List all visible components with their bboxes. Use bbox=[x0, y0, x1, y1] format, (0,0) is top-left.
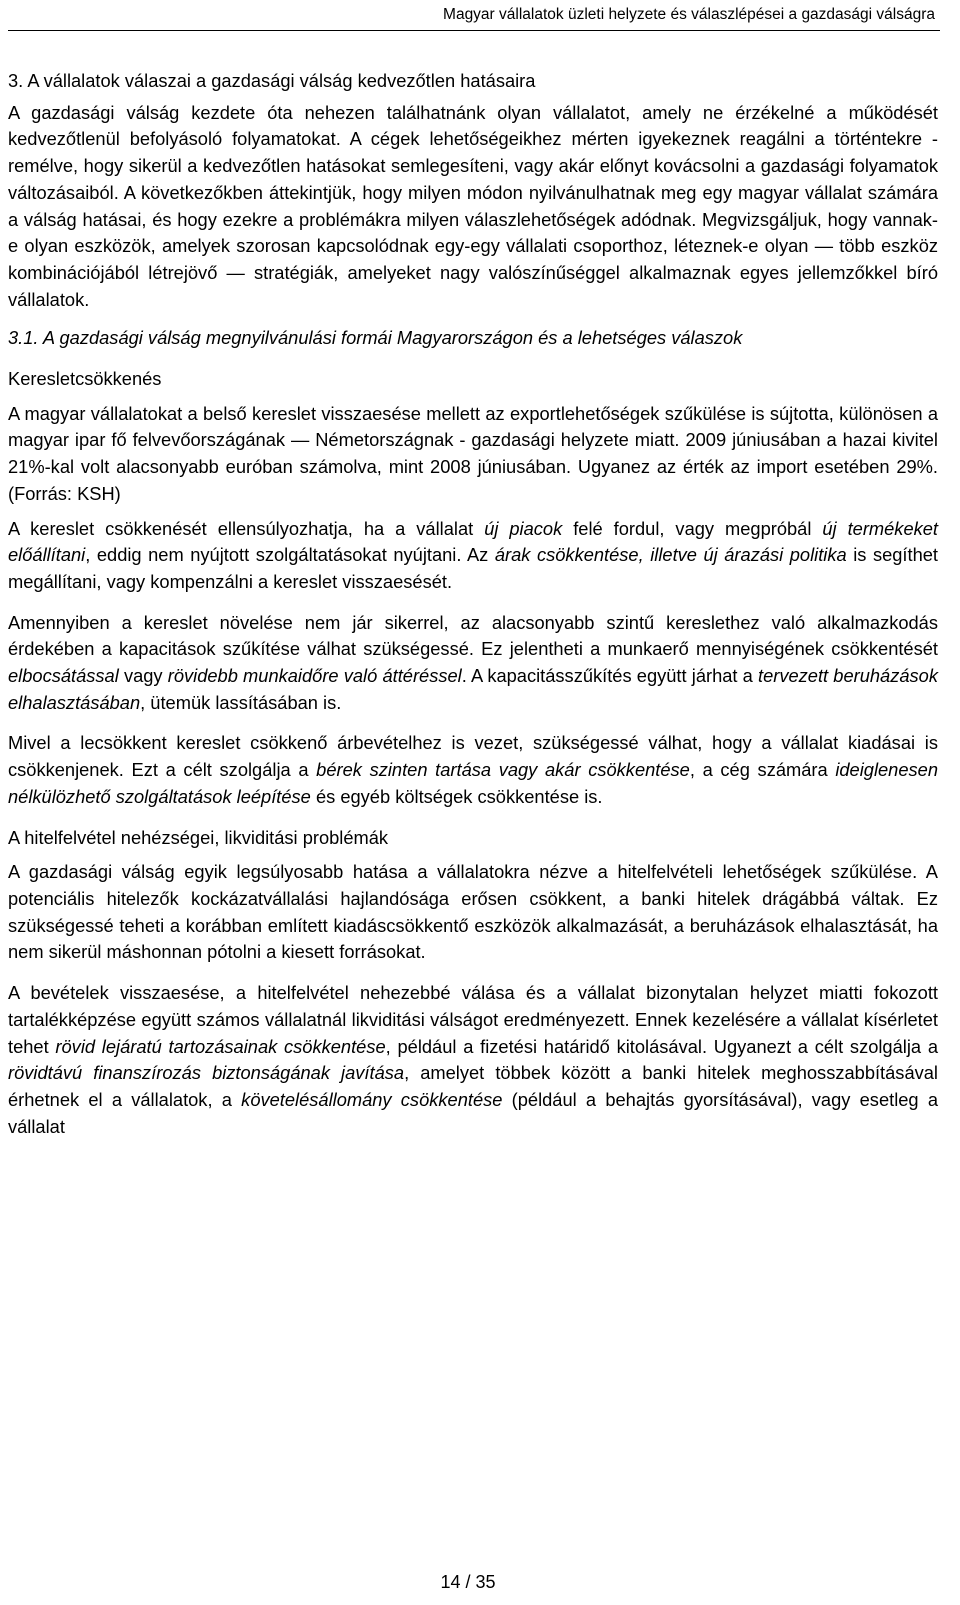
emphasis-layoffs: elbocsátással bbox=[8, 665, 119, 687]
emphasis-financing-security: rövidtávú finanszírozás biztonságának javítása bbox=[8, 1062, 405, 1084]
text-run: (például a behajtás gyorsításával), vagy esetleg a vállalat bbox=[8, 1088, 938, 1137]
emphasis-new-markets: új piacok bbox=[484, 517, 563, 539]
section-3-1-heading bbox=[8, 325, 938, 352]
text-run: Mivel a lecsökkent kereslet csökkenő árbevételhez is vezet, szükségessé válhat, hogy a vállalat kiadásai is csökkenjenek. Ezt a célt szolgálja a bbox=[8, 732, 938, 781]
text-run: Amennyiben a kereslet növelése nem jár sikerrel, az alacsonyabb szintű kereslethez való alkalmazkodás érdekében a kapacitások szűkítése válhat szükségessé. Ez jelentheti a munkaerő mennyiségének csökkentését bbox=[8, 611, 938, 660]
text-run: , eddig nem nyújtott szolgáltatásokat nyújtani. Az bbox=[85, 544, 495, 566]
text-run: , a cég számára bbox=[689, 759, 836, 781]
text-run: is segíthet megállítani, vagy kompenzálni a kereslet visszaesését. bbox=[8, 544, 938, 592]
running-header: Magyar vállalatok üzleti helyzete és válaszlépései a gazdasági válságra bbox=[443, 6, 935, 23]
section-3-heading: 3. A vállalatok válaszai a gazdasági válság kedvezőtlen hatásaira bbox=[8, 70, 536, 91]
subheading-credit-liquidity: A hitelfelvétel nehézségei, likviditási problémák bbox=[8, 826, 389, 848]
section-3-1-title: A gazdasági válság megnyilvánulási formái Magyarországon és a lehetséges válaszok bbox=[42, 327, 743, 349]
emphasis-shorter-hours: rövidebb munkaidőre való áttéréssel bbox=[167, 665, 462, 687]
demand-drop-paragraph-2 bbox=[8, 516, 938, 596]
emphasis-pricing: árak csökkentése, illetve új árazási politika bbox=[494, 544, 847, 566]
page-number: 14 / 35 bbox=[440, 1572, 496, 1592]
credit-paragraph-2 bbox=[8, 980, 938, 1140]
emphasis-receivables: követelésállomány csökkentése bbox=[241, 1088, 503, 1110]
text-run: felé fordul, vagy megpróbál bbox=[562, 517, 823, 539]
document-body bbox=[8, 68, 938, 1140]
credit-paragraph-1: A gazdasági válság egyik legsúlyosabb hatása a vállalatokra nézve a hitelfelvételi lehetőségek szűkülése. A potenciális hitelezők kockázatvállalási hajlandósága erősen csökkent, a banki hitelek drágábbá váltak. Ez szükségessé teheti a korábban említett kiadáscsökkentő eszközök alkalmazását, a beruházások elhalasztását, ha nem sikerül máshonnan pótolni a kiesett forrásokat. bbox=[8, 861, 938, 963]
emphasis-wages: bérek szinten tartása vagy akár csökkentése bbox=[316, 759, 690, 781]
text-run: . A kapacitásszűkítés együtt járhat a bbox=[461, 665, 759, 687]
emphasis-postponed-investments: tervezett beruházások elhalasztásában bbox=[8, 665, 938, 713]
emphasis-short-term-debt: rövid lejáratú tartozásainak csökkentése bbox=[55, 1035, 386, 1057]
text-run: A bevételek visszaesése, a hitelfelvétel nehezebbé válása és a vállalat bizonytalan helyzet miatti fokozott tartalékképzése együtt számos vállalatnál likviditási válságot eredményezett. Ennek kezelésére a vállalat kísérletet tehet bbox=[8, 982, 938, 1057]
demand-drop-paragraph-4 bbox=[8, 730, 938, 810]
text-run: , ütemük lassításában is. bbox=[140, 691, 342, 713]
demand-drop-paragraph-3 bbox=[8, 610, 938, 717]
header-divider bbox=[8, 30, 940, 31]
demand-drop-paragraph-1: A magyar vállalatokat a belső kereslet visszaesése mellett az exportlehetőségek szűkülése is sújtotta, különösen a magyar ipar fő felvevőországának ― Németországnak - gazdasági helyzete miatt. 2009 júniusában a hazai kivitel 21%-kal volt alacsonyabb euróban számolva, mint 2008 júniusában. Ugyanez az érték az import esetében 29%. (Forrás: KSH) bbox=[8, 402, 938, 504]
section-3-intro-paragraph: A gazdasági válság kezdete óta nehezen találhatnánk olyan vállalatot, amely ne érzékelné a működését kedvezőtlenül befolyásoló folyamatokat. A cégek lehetőségeikhez mérten igyekeznek reagálni a történtekre - remélve, hogy sikerül a kedvezőtlen hatásokat semlegesíteni, vagy akár előnyt kovácsolni a gazdasági folyamatok változásaiból. A következőkben áttekintjük, hogy milyen módon nyilvánulhatnak meg egy magyar vállalat számára a válság hatásai, és hogy ezekre a problémákra milyen válaszlehetőségek adódnak. Megvizsgáljuk, hogy vannak-e olyan eszközök, amelyek szorosan kapcsolódnak egy-egy vállalati csoporthoz, léteznek-e olyan ― több eszköz kombinációjából létrejövő ― stratégiák, amelyeket nagy valószínűséggel alkalmaznak egyes jellemzőkkel bíró vállalatok. bbox=[8, 101, 938, 310]
emphasis-new-products: új termékeket előállítani bbox=[8, 517, 938, 566]
text-run: A kereslet csökkenését ellensúlyozhatja, ha a vállalat bbox=[8, 517, 485, 539]
subheading-demand-drop: Keresletcsökkenés bbox=[8, 368, 162, 390]
text-run: , például a fizetési határidő kitolásával. Ugyanezt a célt szolgálja a bbox=[385, 1035, 938, 1057]
emphasis-service-cuts: ideiglenesen nélkülözhető szolgáltatások leépítése bbox=[8, 759, 938, 807]
section-3-1-number: 3.1. bbox=[8, 327, 39, 349]
text-run: , amelyet többek között a banki hitelek meghosszabbításával érhetnek el a vállalatok, a bbox=[8, 1062, 938, 1110]
text-run: és egyéb költségek csökkentése is. bbox=[310, 785, 603, 807]
text-run: vagy bbox=[118, 665, 168, 687]
